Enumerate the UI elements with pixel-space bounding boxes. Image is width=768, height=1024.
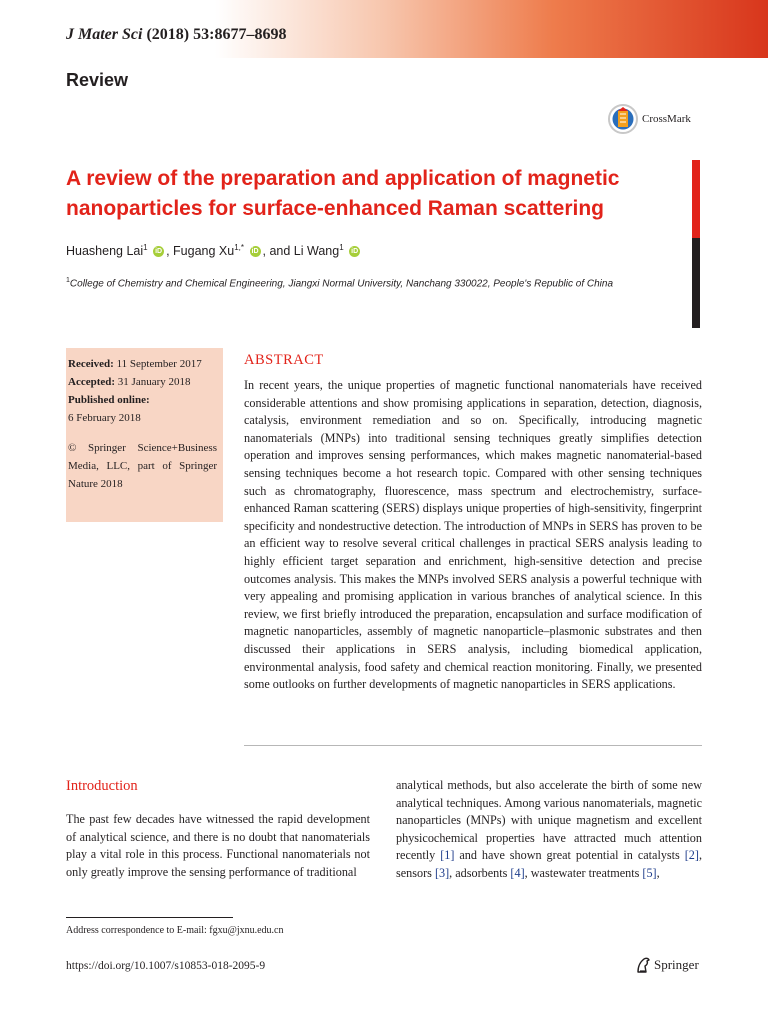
accepted-row	[68, 373, 223, 391]
crossmark-badge[interactable]	[608, 101, 691, 137]
doi-link[interactable]: https://doi.org/10.1007/s10853-018-2095-9	[66, 960, 266, 972]
citation-link[interactable]: [1]	[440, 848, 455, 863]
accepted-date: 31 January 2018	[115, 376, 191, 388]
accepted-label: Accepted:	[68, 376, 116, 388]
author-affiliation-mark: 1	[143, 243, 148, 252]
journal-name: J Mater Sci	[66, 26, 143, 43]
orcid-icon[interactable]: iD	[155, 248, 163, 256]
citation-link[interactable]: [2]	[684, 848, 699, 863]
footnote-divider	[66, 917, 233, 918]
crossmark-icon	[608, 101, 638, 137]
author-list	[66, 243, 362, 258]
body-text: analytical methods, but also accelerate the birth of some new analytical techniques. Among various nanomaterials, magnetic nanoparticles (MNPs) with unique magnetism and excellent physicochemical properties have attracted much attention recently	[396, 778, 702, 863]
published-label: Published online:	[68, 394, 150, 406]
affiliation	[66, 277, 613, 289]
author-affiliation-mark: 1,*	[234, 243, 245, 252]
introduction-left-column: The past few decades have witnessed the rapid development of analytical science, and there is no doubt that nanomaterials play a vital role in this process. Functional nanomaterials not only greatly improve the sensing performance of traditional	[66, 812, 370, 879]
journal-volume-pages: (2018) 53:8677–8698	[142, 26, 287, 43]
article-history-box	[66, 348, 223, 522]
crossmark-label: CrossMark	[642, 113, 691, 125]
publisher-name: Springer	[654, 957, 699, 972]
body-text: , sensors	[396, 848, 702, 880]
published-date: 6 February 2018	[68, 412, 141, 424]
received-label: Received:	[68, 358, 114, 370]
author-name: Li Wang	[293, 244, 340, 259]
introduction-heading: Introduction	[66, 778, 138, 794]
article-title: A review of the preparation and application of magnetic nanoparticles for surface-enhanced Raman scattering	[66, 167, 620, 220]
correspondence-footnote: Address correspondence to E-mail: fgxu@jxnu.edu.cn	[66, 925, 284, 936]
title-accent-bar-black	[692, 238, 700, 328]
springer-horse-icon	[634, 955, 654, 975]
citation-link[interactable]: [3]	[434, 865, 450, 880]
abstract-heading: ABSTRACT	[244, 352, 324, 368]
published-label-row	[68, 391, 223, 409]
citation-link[interactable]: [4]	[510, 865, 525, 880]
received-row	[68, 355, 223, 373]
author-separator: , and	[262, 244, 294, 259]
author-name: Huasheng Lai	[66, 244, 144, 259]
body-text: , adsorbents	[449, 865, 511, 880]
journal-citation	[66, 26, 286, 44]
orcid-icon[interactable]: iD	[251, 248, 259, 256]
body-text: , wastewater treatments	[524, 865, 643, 880]
orcid-icon[interactable]: iD	[351, 248, 359, 256]
body-text: and have shown great potential in catalysts	[454, 848, 685, 863]
introduction-right-column	[396, 777, 702, 883]
abstract-divider	[244, 745, 702, 746]
received-date: 11 September 2017	[113, 358, 202, 370]
copyright-notice: © Springer Science+Business Media, LLC, part of Springer Nature 2018	[68, 442, 217, 490]
author-affiliation-mark: 1	[339, 243, 344, 252]
section-label: Review	[66, 70, 129, 90]
abstract-text: In recent years, the unique properties of magnetic functional nanomaterials have received considerable attentions and show promising applications in separation, detection, diagnosis, catalysis, environment remediation and so on. Specifically, introducing magnetic nanomaterials (MNPs) into traditional sensing techniques greatly simplifies detection operation and improves sensing performances, which makes magnetic nanomaterial-based sensing techniques become a hot research topic. Compared with other sensing techniques such as chromatography, fluorescence, mass spectrum and electrochemistry, surface-enhanced Raman scattering (SERS) displays unique properties of high-sensitivity, fingerprint specificity and nondestructive detection. The introduction of MNPs in SERS has proven to be an efficient way to resolve several critical challenges in practical SERS analysis leading to highly efficient target separation and enrichment, high-sensitive detection and precise outcomes analysis. This makes the MNPs involved SERS analysis a powerful technique with very appealing and promising application in various branches of analytical science. In this review, we first briefly introduced the preparation, encapsulation and surface modification of magnetic nanoparticles, assembly of magnetic nanoparticle–plasmonic substrates and then discussed their applications in SERS analysis, including biomedical application, environmental analysis, food safety and chemical reaction monitoring. Finally, we presented some outlooks on further developments of magnetic nanoparticles in SERS applications.	[244, 378, 702, 692]
body-text: ,	[656, 865, 660, 880]
publisher-logo	[634, 955, 699, 975]
author-separator: ,	[166, 244, 174, 259]
title-accent-bar-red	[692, 160, 700, 238]
author-name: Fugang Xu	[173, 244, 235, 259]
affiliation-text: College of Chemistry and Chemical Engineering, Jiangxi Normal University, Nanchang 330022, People's Republic of China	[69, 278, 614, 290]
affiliation-mark: 1	[66, 277, 70, 284]
citation-link[interactable]: [5]	[642, 865, 657, 880]
